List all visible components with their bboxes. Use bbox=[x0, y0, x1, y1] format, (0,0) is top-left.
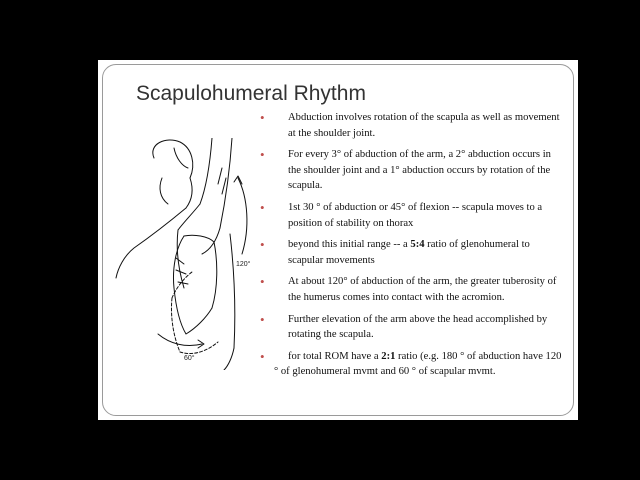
bullet-item bbox=[260, 200, 566, 231]
slide-title: Scapulohumeral Rhythm bbox=[136, 82, 366, 105]
bullet-item bbox=[260, 312, 566, 343]
slide bbox=[98, 60, 578, 420]
bullet-item bbox=[260, 237, 566, 268]
bullet-text: Abduction involves rotation of the scapula as well as movement at the shoulder joint. bbox=[288, 112, 560, 139]
bullet-item bbox=[260, 274, 566, 305]
shoulder-illustration bbox=[114, 138, 274, 370]
bullet-item bbox=[260, 110, 566, 141]
ratio-2-1: 2:1 bbox=[381, 350, 396, 362]
bullet-text: At about 120° of abduction of the arm, the greater tuberosity of the humerus comes into contact with the acromion. bbox=[288, 276, 557, 303]
bullet-text: 1st 30 ° of abduction or 45° of flexion -- scapula moves to a position of stability on thorax bbox=[288, 201, 543, 229]
bullet-text: For every 3° of abduction of the arm, a 2° abduction occurs in the shoulder joint and a 1° abduction occurs by rotation of the scapula. bbox=[288, 149, 551, 192]
bullet-item bbox=[260, 147, 566, 194]
bullet-list bbox=[260, 110, 566, 386]
ratio-5-4: 5:4 bbox=[410, 239, 425, 251]
bullet-text-before: for total ROM have a bbox=[288, 350, 382, 362]
bullet-text-after: ratio of glenohumeral to scapular movements bbox=[288, 239, 530, 266]
bullet-text-after: ratio (e.g. 180 ° of abduction have 120 ° of glenohumeral mvmt and 60 ° of scapular mvmt. bbox=[274, 350, 562, 378]
bullet-text: Further elevation of the arm above the head accomplished by rotating the scapula. bbox=[288, 313, 548, 341]
bullet-item bbox=[260, 349, 566, 380]
angle-label-120: 120° bbox=[236, 261, 251, 268]
angle-label-60: 60° bbox=[184, 355, 195, 362]
bullet-text-before: beyond this initial range -- a bbox=[288, 239, 411, 251]
